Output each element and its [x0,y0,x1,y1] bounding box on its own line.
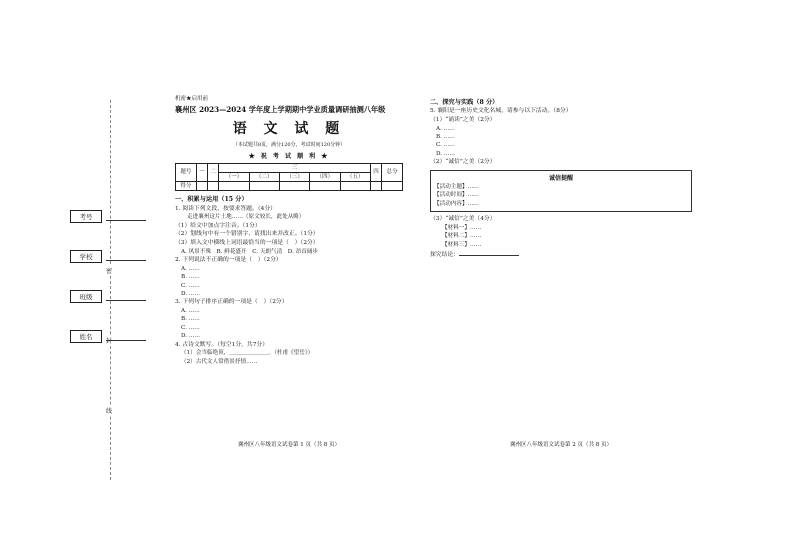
notice-box [430,170,692,212]
option: C. …… [181,282,200,289]
question: 4. 古诗文默写。（每空1分，共7分） [175,341,269,348]
sub-col: （四） [310,172,340,181]
field-label: 考号 [70,210,102,223]
options: A. 风景不殊 B. 鲜花盛开 C. 天朗气清 D. 昂首阔步 [181,248,319,255]
material: 【材料二】…… [442,233,482,240]
question: 1. 阅读下列文段，按要求答题。（4分） [175,205,276,212]
option: A. …… [436,125,455,132]
sub-col: （一） [219,172,249,181]
question: （2）“诚信”之美（2分） [430,159,496,166]
option: C. …… [436,142,455,149]
score-table [175,163,403,192]
question: （1）给文中加点字注音。（1分） [175,222,261,229]
col-header: 四 [370,163,381,182]
box-line: 【活动内容】…… [434,200,479,207]
page-footer: 襄州区八年级语文试卷第 1 页（共 8 页） [238,442,340,448]
question: （1）“诵读”之美（2分） [430,116,496,123]
col-header: 三 [219,163,371,172]
sub-col: （二） [249,172,279,181]
material: 【材料三】…… [442,241,482,248]
field-label: 学校 [70,250,102,263]
page-footer: 襄州区八年级语文试卷第 2 页（共 8 页） [510,442,612,448]
student-id-field[interactable] [70,210,146,223]
material: 【材料一】…… [442,224,482,231]
school-field[interactable] [70,250,146,263]
name-field[interactable] [70,330,146,343]
question: （2）划线句中有一个错别字，请找出来并改正。（1分） [175,231,319,238]
field-label: 班级 [70,290,102,303]
option: B. …… [181,274,200,281]
class-field[interactable] [70,290,146,303]
binding-info [70,210,160,370]
col-header: 一 [196,163,207,182]
score-label: 题号 [176,163,197,182]
left-page [175,95,403,366]
option: A. …… [181,308,200,315]
exam-note: （本试题共8页，满分120分，考试时间120分钟） [232,142,346,149]
option: D. …… [436,150,456,157]
question-line: （1）会当临绝顶，＿＿＿＿＿＿＿。（杜甫《望岳》） [181,350,314,357]
option: B. …… [181,316,200,323]
question-line: （2）古代文人常借景抒情…… [181,358,258,365]
seal-word: 密 [106,265,112,276]
secret-label: 机密★启用前 [175,96,209,102]
field-label: 姓名 [70,330,102,343]
answer-label: 探究结论： [430,251,459,258]
section-title: 一、积累与运用（15 分） [175,196,248,204]
seal-word: 封 [106,335,112,346]
score-label: 得分 [176,182,197,191]
question: （3）填入文中横线上词语最恰当的一项是（ ）（2分） [175,240,319,247]
option: A. …… [181,265,200,272]
sub-col: （三） [279,172,309,181]
right-page [430,95,692,260]
question: （3）“诚信”之美（4分） [430,216,496,223]
option: D. …… [181,333,201,340]
exam-title: 襄州区 2023—2024 学年度上学期期中学业质量调研抽测八年级 [175,105,386,115]
passage: 走进襄州这片土地……（原文较长，此处从略） [187,214,305,221]
option: B. …… [436,134,455,141]
box-line: 【活动时间】…… [434,192,479,199]
sub-col: （五） [340,172,370,181]
good-luck: ★ 祝 考 试 顺 利 ★ [248,152,330,160]
col-header: 总分 [382,163,403,182]
question: 2. 下列说法不正确的一项是（ ）（2分） [175,257,282,264]
question: 3. 下列句子排序正确的一项是（ ）（2分） [175,299,288,306]
col-header: 二 [208,163,219,182]
box-title: 诚信提醒 [548,174,573,182]
option: D. …… [181,290,201,297]
question: 5. 襄阳是一座历史文化名城，请参与以下活动。（8分） [430,108,572,115]
answer-blank[interactable] [459,249,519,256]
subject-title: 语 文 试 题 [232,121,346,138]
section-title: 二、探究与实践（8 分） [430,99,499,106]
seal-word: 线 [106,405,112,416]
option: C. …… [181,324,200,331]
box-line: 【活动主题】…… [434,183,479,190]
